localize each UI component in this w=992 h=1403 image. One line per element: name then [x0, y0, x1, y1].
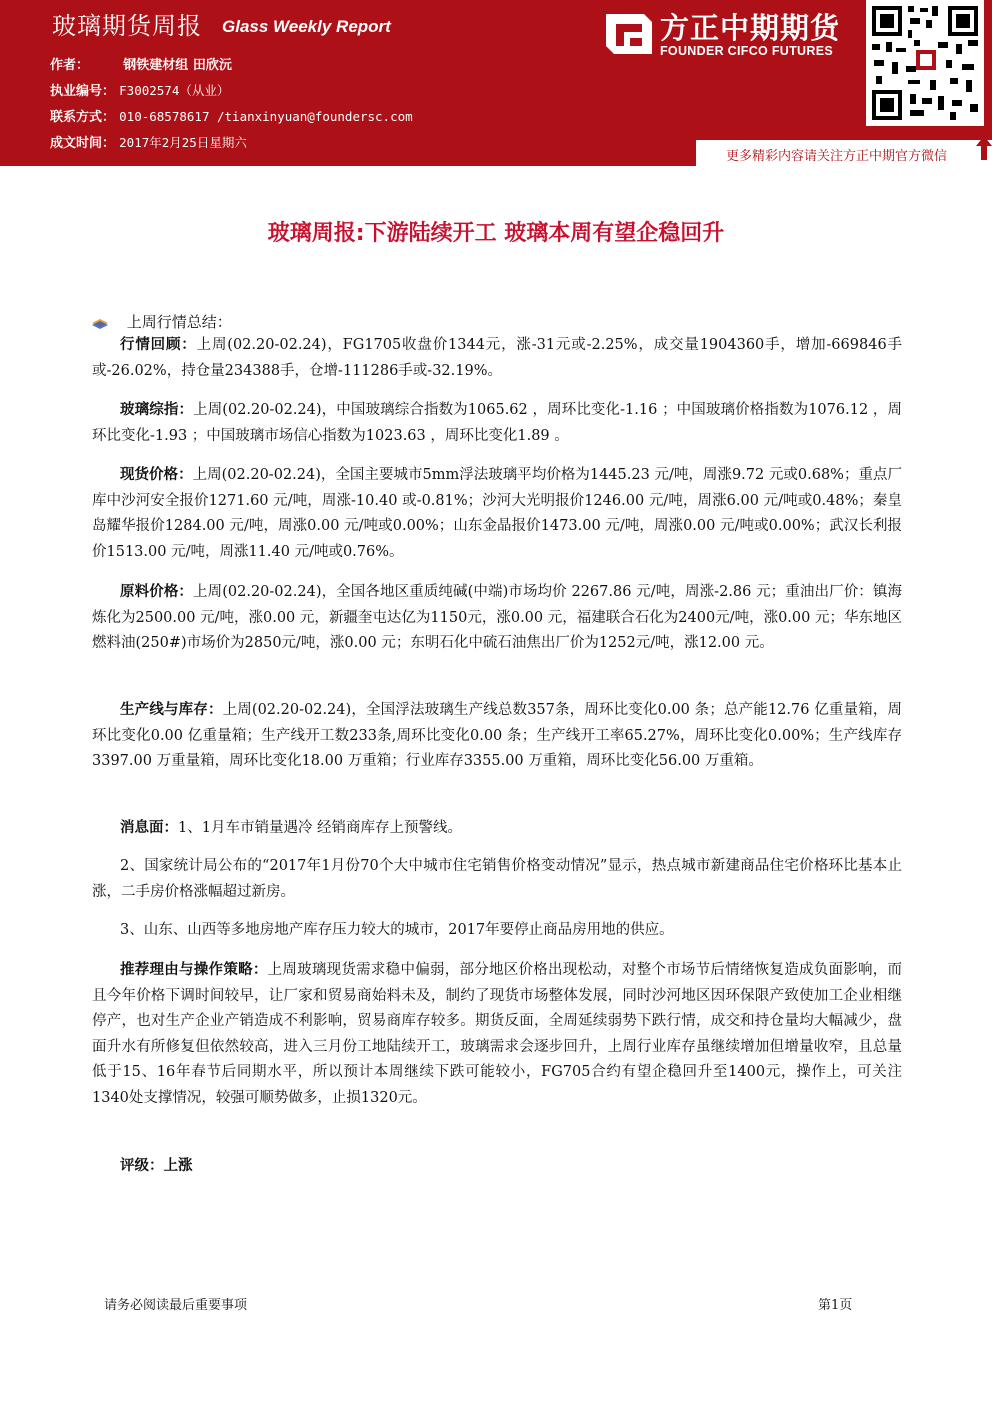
wechat-qr-code [866, 0, 984, 126]
license-value: F3002574（从业） [119, 83, 230, 98]
company-logo [598, 6, 846, 62]
contact-label: 联系方式： [50, 110, 116, 125]
production-text: 上周(02.20-02.24)，全国浮法玻璃生产线总数357条，周环比变化0.00 条；总产能12.76 亿重量箱，周环比变化0.00 亿重量箱；生产线开工数233条,周环比变化0.00 条；生产线开工率65.27%，周环比变化0.00%；生产线库存3397.00 万重量箱，周环比变化18.00 万重箱；行业库存3355.00 万重箱，周环比变化56.00 万重箱。 [92, 702, 903, 770]
raw-material-text: 上周(02.20-02.24)，全国各地区重质纯碱(中端)市场均价 2267.86 元/吨，周涨-2.86 元；重油出厂价：镇海炼化为2500.00 元/吨，涨0.00 元，新疆奎屯达亿为1150元，涨0.00 元，福建联合石化为2400元/吨，涨0.00 元；华东地区燃料油(250#)市场价为2850元/吨，涨0.00 元；东明石化中硫石油焦出厂价为1252元/吨，涨12.00 元。 [92, 584, 903, 652]
market-review-text: 上周(02.20-02.24)，FG1705收盘价1344元，涨-31元或-2.25%，成交量1904360手，增加-669846手或-26.02%，持仓量234388手，仓增-111286手或-32.19%。 [92, 337, 902, 379]
banner-text: 更多精彩内容请关注方正中期官方微信 [726, 149, 948, 164]
strategy-paragraph [92, 958, 902, 1112]
spot-price-paragraph [92, 463, 902, 565]
brand-title-cn: 玻璃期货周报 [52, 12, 202, 40]
page-number: 第1页 [818, 1298, 853, 1313]
raw-material-key: 原料价格： [120, 584, 194, 600]
glass-index-text: 上周(02.20-02.24)，中国玻璃综合指数为1065.62 ，周环比变化-1.16 ；中国玻璃价格指数为1076.12 ，周环比变化-1.93 ；中国玻璃市场信心指数为1023.63 ，周环比变化1.89 。 [92, 402, 903, 444]
bullet-icon [92, 317, 108, 329]
author-label: 作者： [50, 58, 90, 73]
production-key: 生产线与库存： [120, 702, 223, 718]
news-item-1: 1、1月车市销量遇冷 经销商库存上预警线。 [178, 820, 463, 836]
summary-heading-text: 上周行情总结： [126, 313, 232, 331]
founder-logo-icon [604, 10, 654, 58]
author-value: 钢铁建材组 田欣沅 [123, 58, 232, 73]
brand-title-en: Glass Weekly Report [222, 17, 391, 36]
license-label: 执业编号： [50, 84, 116, 99]
market-review-key: 行情回顾： [120, 337, 197, 353]
news-item-3: 3、山东、山西等多地房地产库存压力较大的城市，2017年要停止商品房用地的供应。 [120, 922, 674, 938]
summary-heading [92, 311, 232, 332]
logo-text-en: FOUNDER CIFCO FUTURES [660, 44, 833, 58]
rating-value: 上涨 [163, 1158, 193, 1174]
contact-row [50, 106, 413, 125]
news-item-2: 2、国家统计局公布的“2017年1月份70个大中城市住宅销售价格变动情况”显示，热点城市新建商品住宅价格环比基本止涨，二手房价格涨幅超过新房。 [92, 858, 902, 900]
date-label: 成文时间： [50, 136, 116, 151]
spot-price-text: 上周(02.20-02.24)，全国主要城市5mm浮法玻璃平均价格为1445.23 元/吨，周涨9.72 元或0.68%；重点厂库中沙河安全报价1271.60 元/吨，周涨-10.40 或-0.81%；沙河大光明报价1246.00 元/吨，周涨6.00 元/吨或0.48%；秦皇岛耀华报价1284.00 元/吨，周涨0.00 元/吨或0.00%；山东金晶报价1473.00 元/吨，周涨0.00 元/吨或0.00%；武汉长利报价1513.00 元/吨，周涨11.40 元/吨或0.76%。 [92, 467, 903, 560]
strategy-text: 上周玻璃现货需求稳中偏弱，部分地区价格出现松动，对整个市场节后情绪恢复造成负面影响，而且今年价格下调时间较早，让厂家和贸易商始料未及，制约了现货市场整体发展，同时沙河地区因环保限产致使加工企业相继停产，也对生产企业产销造成不利影响，贸易商库存较多。期货反面，全周延续弱势下跌行情，成交和持仓量均大幅减少，盘面升水有所修复但依然较高，进入三月份工地陆续开工，玻璃需求会逐步回升，上周行业库存虽继续增加但增量收窄，且总量低于15、16年春节后同期水平，所以预计本周继续下跌可能较小，FG705合约有望企稳回升至1400元，操作上，可关注1340处支撑情况，较强可顺势做多，止损1320元。 [92, 962, 903, 1106]
footer-notice: 请务必阅读最后重要事项 [104, 1298, 248, 1313]
news-paragraph-2 [92, 854, 902, 905]
news-key: 消息面： [120, 820, 178, 836]
market-review-paragraph [92, 333, 902, 384]
spot-price-key: 现货价格： [120, 467, 193, 483]
production-paragraph [92, 698, 902, 775]
report-title: 玻璃周报:下游陆续开工 玻璃本周有望企稳回升 [267, 221, 725, 246]
wechat-banner [696, 140, 992, 166]
rating-key: 评级： [120, 1158, 164, 1174]
raw-material-paragraph [92, 580, 902, 657]
logo-text-cn: 方正中期期货 [660, 11, 841, 45]
license-row [50, 80, 229, 99]
date-value: 2017年2月25日星期六 [119, 135, 247, 150]
strategy-key: 推荐理由与操作策略： [120, 962, 268, 978]
news-paragraph-1 [92, 816, 902, 842]
date-row [50, 132, 247, 151]
arrow-up-icon [976, 136, 992, 160]
qr-code-icon [866, 0, 984, 126]
rating-paragraph [92, 1154, 902, 1180]
glass-index-key: 玻璃综指： [120, 402, 194, 418]
contact-value: 010-68578617 /tianxinyuan@foundersc.com [119, 109, 413, 124]
glass-index-paragraph [92, 398, 902, 449]
author-row [50, 54, 232, 73]
news-paragraph-3 [92, 918, 902, 944]
